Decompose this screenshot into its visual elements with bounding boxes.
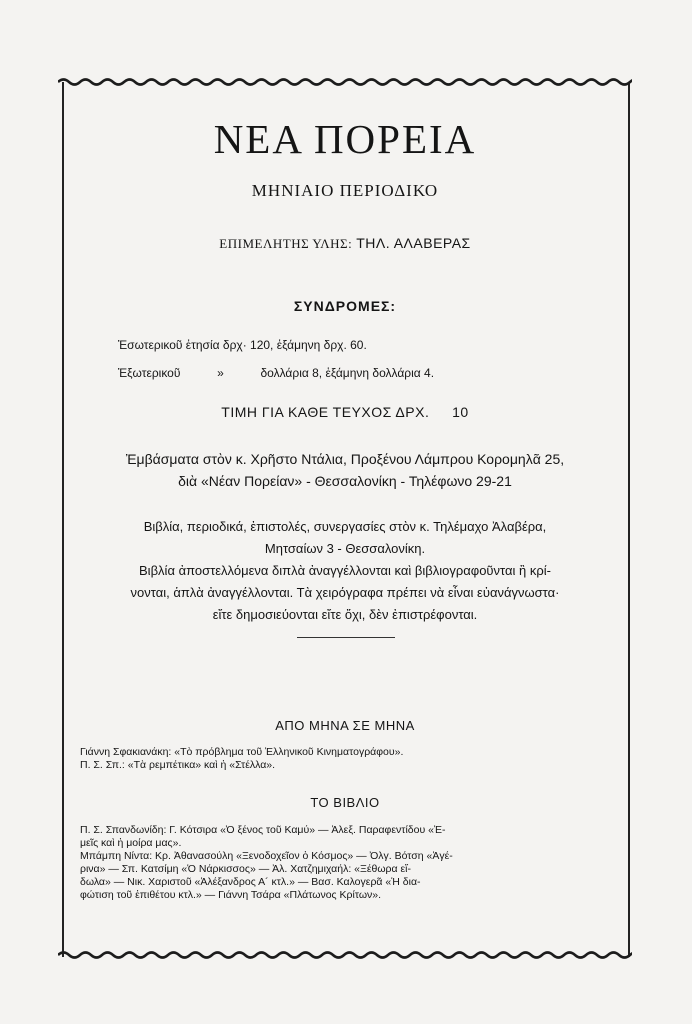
remittances-line-1: Ἐμβάσματα στὸν κ. Χρῆστο Ντάλια, Προξένου Λάμπρου Κορομηλᾶ 25, (125, 451, 565, 467)
foreign-terms: δολλάρια 8, ἑξάμηνη δολλάρια 4. (260, 366, 435, 380)
month-to-month-heading: ΑΠΟ ΜΗΝΑ ΣΕ ΜΗΝΑ (275, 718, 415, 733)
correspondence-line-3: Βιβλία ἀποστελλόμενα διπλὰ ἀναγγέλλονται καὶ βιβλιογραφοῦνται ἢ κρί- (139, 563, 551, 578)
editor-label: ΕΠΙΜΕΛΗΤΗΣ ΥΛΗΣ: (219, 236, 353, 251)
contents-line: δωλα» — Νικ. Χαριστοῦ «Ἀλέξανδρος Α´ κτλ.» — Βασ. Καλογερᾶ «Ἡ δια- (80, 876, 421, 888)
contents-line: Π. Σ. Σπ.: «Τὰ ρεμπέτικα» καὶ ἡ «Στέλλα». (80, 759, 276, 771)
remittances-block (62, 448, 628, 492)
editor-name: ΤΗΛ. ΑΛΑΒΕΡΑΣ (356, 235, 471, 251)
contents-line: μεῖς καὶ ἡ μοίρα μας». (80, 837, 182, 849)
contents-line: Π. Σ. Σπανδωνίδη: Γ. Κότσιρα «Ὁ ξένος τοῦ Καμύ» — Ἀλεξ. Παραφεντίδου «Ἐ- (80, 824, 446, 836)
correspondence-block (62, 516, 628, 626)
contents-line: Γιάννη Σφακιανάκη: «Τὸ πρόβλημα τοῦ Ἑλληνικοῦ Κινηματογράφου». (80, 746, 404, 758)
correspondence-line-5: εἴτε δημοσιεύονται εἴτε ὄχι, δὲν ἐπιστρέφονται. (212, 607, 478, 622)
domestic-subscription (118, 338, 367, 352)
top-wavy-border (58, 76, 632, 88)
the-book-contents (80, 824, 620, 902)
section-divider (297, 637, 395, 638)
correspondence-line-2: Μητσαίων 3 - Θεσσαλονίκη. (264, 541, 426, 556)
price-label: ΤΙΜΗ ΓΙΑ ΚΑΘΕ ΤΕΥΧΟΣ ΔΡΧ. (221, 404, 430, 420)
bottom-wavy-border (58, 949, 632, 961)
foreign-ditto-mark: » (217, 366, 224, 380)
journal-subtitle: ΜΗΝΙΑΙΟ ΠΕΡΙΟΔΙΚΟ (251, 181, 439, 200)
month-to-month-contents (80, 746, 620, 772)
correspondence-line-4: νονται, ἁπλὰ ἀναγγέλλονται. Τὰ χειρόγραφα πρέπει νὰ εἶναι εὐανάγνωστα· (130, 585, 560, 600)
remittances-line-2: διὰ «Νέαν Πορείαν» - Θεσσαλονίκη - Τηλέφωνο 29-21 (178, 473, 512, 489)
domestic-label: Ἐσωτερικοῦ (118, 338, 183, 352)
editor-line (62, 235, 628, 253)
foreign-subscription (118, 366, 434, 380)
contents-line: φώτιση τοῦ ἐπιθέτου κτλ.» — Γιάννη Τσάρα «Πλάτωνος Κρίτων». (80, 889, 382, 901)
issue-price (62, 404, 628, 420)
foreign-label: Ἐξωτερικοῦ (118, 366, 181, 380)
correspondence-line-1: Βιβλία, περιοδικά, ἐπιστολές, συνεργασίες στὸν κ. Τηλέμαχο Ἀλαβέρα, (143, 519, 547, 534)
contents-line: Μπάμπη Νίντα: Κρ. Ἀθανασούλη «Ξενοδοχεῖον ὁ Κόσμος» — Ὀλγ. Βότση «Ἀγέ- (80, 850, 453, 862)
contents-line: ρινα» — Σπ. Κατσίμη «Ὁ Νάρκισσος» — Ἀλ. Χατζημιχαήλ: «Ξέθωρα εἴ- (80, 863, 412, 875)
journal-title: ΝΕΑ ΠΟΡΕΙΑ (213, 116, 477, 162)
the-book-heading: ΤΟ ΒΙΒΛΙΟ (310, 795, 380, 810)
subscriptions-heading: ΣΥΝΔΡΟΜΕΣ: (293, 298, 397, 314)
domestic-terms: ἐτησία δρχ· 120, ἑξάμηνη δρχ. 60. (185, 338, 367, 352)
price-value: 10 (452, 404, 469, 420)
